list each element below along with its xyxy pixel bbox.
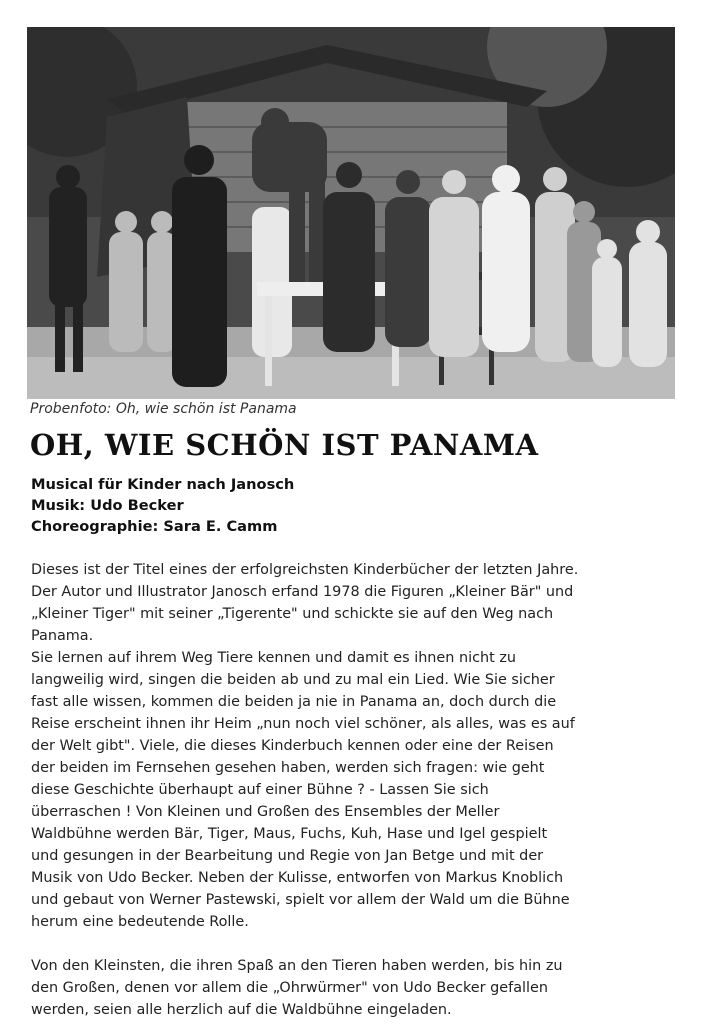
text-line: der beiden im Fernsehen gesehen haben, werden sich fragen: wie geht [31,760,545,776]
paragraph-1 [31,559,681,933]
article-title: OH, WIE SCHÖN IST PANAMA [30,428,539,462]
text-line: Musik von Udo Becker. Neben der Kulisse, entworfen von Markus Knoblich [31,870,564,886]
text-line: Sie lernen auf ihrem Weg Tiere kennen und damit es ihnen nicht zu [31,650,517,666]
text-line: Reise erscheint ihnen ihr Heim „nun noch viel schöner, als alles, was es auf [31,716,575,732]
rehearsal-photo-illustration [27,27,675,399]
text-line: Panama. [31,628,94,644]
article-body [31,559,681,1021]
text-line: Waldbühne werden Bär, Tiger, Maus, Fuchs, Kuh, Hase und Igel gespielt [31,826,548,842]
text-line: diese Geschichte überhaupt auf einer Bühne ? - Lassen Sie sich [31,782,489,798]
rehearsal-photo [27,27,675,399]
text-line: und gesungen in der Bearbeitung und Regie von Jan Betge und mit der [31,848,544,864]
text-line: langweilig wird, singen die beiden ab und zu mal ein Lied. Wie Sie sicher [31,672,555,688]
text-line: Der Autor und Illustrator Janosch erfand 1978 die Figuren „Kleiner Bär" und [31,584,574,600]
text-line: überraschen ! Von Kleinen und Großen des Ensembles der Meller [31,804,500,820]
credit-music: Musik: Udo Becker [31,497,184,514]
credit-subtitle: Musical für Kinder nach Janosch [31,476,295,493]
text-line: Dieses ist der Titel eines der erfolgreichsten Kinderbücher der letzten Jahre. [31,562,579,578]
credits [31,474,294,537]
text-line: fast alle wissen, kommen die beiden ja nie in Panama an, doch durch die [31,694,557,710]
text-line: „Kleiner Tiger" mit seiner „Tigerente" und schickte sie auf den Weg nach [31,606,554,622]
text-line: werden, seien alle herzlich auf die Waldbühne eingeladen. [31,1002,452,1018]
text-line: Von den Kleinsten, die ihren Spaß an den Tieren haben werden, bis hin zu [31,958,563,974]
text-line: herum eine bedeutende Rolle. [31,914,249,930]
paragraph-2 [31,955,681,1021]
text-line: der Welt gibt". Viele, die dieses Kinderbuch kennen oder eine der Reisen [31,738,554,754]
text-line: den Großen, denen vor allem die „Ohrwürmer" von Udo Becker gefallen [31,980,548,996]
photo-caption: Probenfoto: Oh, wie schön ist Panama [30,401,297,417]
credit-choreography: Choreographie: Sara E. Camm [31,518,278,535]
text-line: und gebaut von Werner Pastewski, spielt vor allem der Wald um die Bühne [31,892,570,908]
